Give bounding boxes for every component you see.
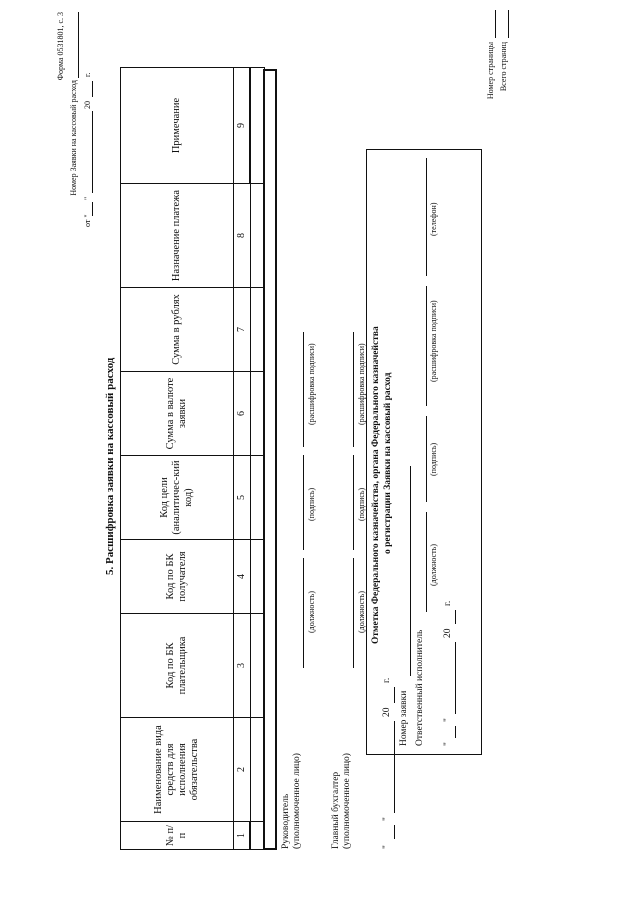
treasury-registration-box [366,149,482,755]
column-header: Примечание [121,68,234,184]
column-number: 6 [234,372,251,456]
treasury-position-line[interactable] [426,512,427,612]
sign-date-quote-close: " [382,817,392,821]
treasury-year-line[interactable] [455,610,456,624]
section-title: 5. Расшифровка заявки на кассовый расход [104,357,116,575]
column-header: Код по БК получателя [121,540,234,614]
form-code: Форма 0531801, с. 3 [56,12,65,81]
column-number: 2 [234,718,251,822]
column-header: Назначение платежа [121,184,234,288]
head-position-caption: (должность) [307,591,316,633]
header-month-line [92,111,93,193]
total-pages-label: Всего страниц [499,42,508,92]
treasury-position-caption: (должность) [429,544,438,586]
treasury-date-quote-close: " [443,718,453,722]
column-number: 9 [234,68,251,184]
accountant-sublabel: (уполномоченное лицо) [342,753,352,849]
table-cell[interactable] [250,184,265,288]
head-signature-caption: (подпись) [307,487,316,521]
header-day-line [92,202,93,216]
treasury-phone-caption: (телефон) [429,202,438,236]
header-year-suffix: г. [83,72,92,77]
accountant-label: Главный бухгалтер [331,771,341,849]
request-number-label: Номер Заявки на кассовый расход [69,80,78,196]
treasury-year-suffix: г. [443,600,453,606]
expense-breakdown-table [120,67,265,850]
treasury-decoding-line[interactable] [426,286,427,406]
treasury-request-number-line[interactable] [410,466,411,676]
accountant-decoding-caption: (расшифровка подписи) [357,343,366,425]
column-header: Код по БК плательщика [121,614,234,718]
column-number: 8 [234,184,251,288]
column-number-row [234,68,251,850]
sign-day-line[interactable] [394,825,395,839]
table-cell[interactable] [250,456,265,540]
accountant-signature-caption: (подпись) [357,487,366,521]
treasury-date-quote-open: " [443,742,453,746]
accountant-position-line[interactable] [353,558,354,668]
column-number: 5 [234,456,251,540]
header-year-line [92,81,93,97]
table-cell[interactable] [250,614,265,718]
treasury-decoding-caption: (расшифровка подписи) [429,300,438,382]
column-header: Сумма в валюте заявки [121,372,234,456]
table-header-row [121,68,234,850]
treasury-request-number-label: Номер заявки [399,690,409,746]
table-cell[interactable] [250,540,265,614]
head-decoding-caption: (расшифровка подписи) [307,343,316,425]
column-number: 3 [234,614,251,718]
page-number-line[interactable] [495,10,496,38]
treasury-title-line2: о регистрации Заявки на кассовый расход [383,372,393,554]
table-cell[interactable] [250,68,265,184]
total-pages-line[interactable] [508,10,509,38]
accountant-decoding-line[interactable] [353,332,354,447]
treasury-signature-line[interactable] [426,416,427,502]
head-position-line[interactable] [303,558,304,668]
treasury-day-line[interactable] [455,726,456,738]
table-cell[interactable] [250,822,265,850]
accountant-position-caption: (должность) [357,591,366,633]
treasury-signature-caption: (подпись) [429,442,438,476]
page-number-label: Номер страницы [486,42,495,100]
request-number-line [78,12,79,78]
treasury-title-line1: Отметка Федерального казначейства, органа Федерального казначейства [371,326,381,644]
head-label: Руководитель [281,793,291,849]
column-number: 4 [234,540,251,614]
column-header: Код цели (аналитичес-кий код) [121,456,234,540]
treasury-executor-label: Ответственный исполнитель [415,629,425,746]
head-sublabel: (уполномоченное лицо) [292,753,302,849]
table-cell[interactable] [250,288,265,372]
table-bottom-frame [263,69,277,850]
header-date-quote: " [83,196,92,200]
treasury-year-prefix: 20 [443,628,453,638]
column-number: 7 [234,288,251,372]
head-signature-line[interactable] [303,455,304,550]
sign-date-quote-open: " [382,845,392,849]
table-row [250,68,265,850]
head-decoding-line[interactable] [303,332,304,447]
sign-year-prefix: 20 [382,707,392,717]
column-number: 1 [234,822,251,850]
column-header: Наименование вида средств для исполнения обязательства [121,718,234,822]
header-year-prefix: 20 [83,101,92,109]
treasury-month-line[interactable] [455,642,456,714]
column-header: Сумма в рублях [121,288,234,372]
sign-year-suffix: г. [382,677,392,683]
column-header: № п/п [121,822,234,850]
header-date-prefix: от " [83,214,92,227]
table-cell[interactable] [250,372,265,456]
accountant-signature-line[interactable] [353,455,354,550]
table-cell[interactable] [250,718,265,822]
treasury-phone-line[interactable] [426,158,427,276]
